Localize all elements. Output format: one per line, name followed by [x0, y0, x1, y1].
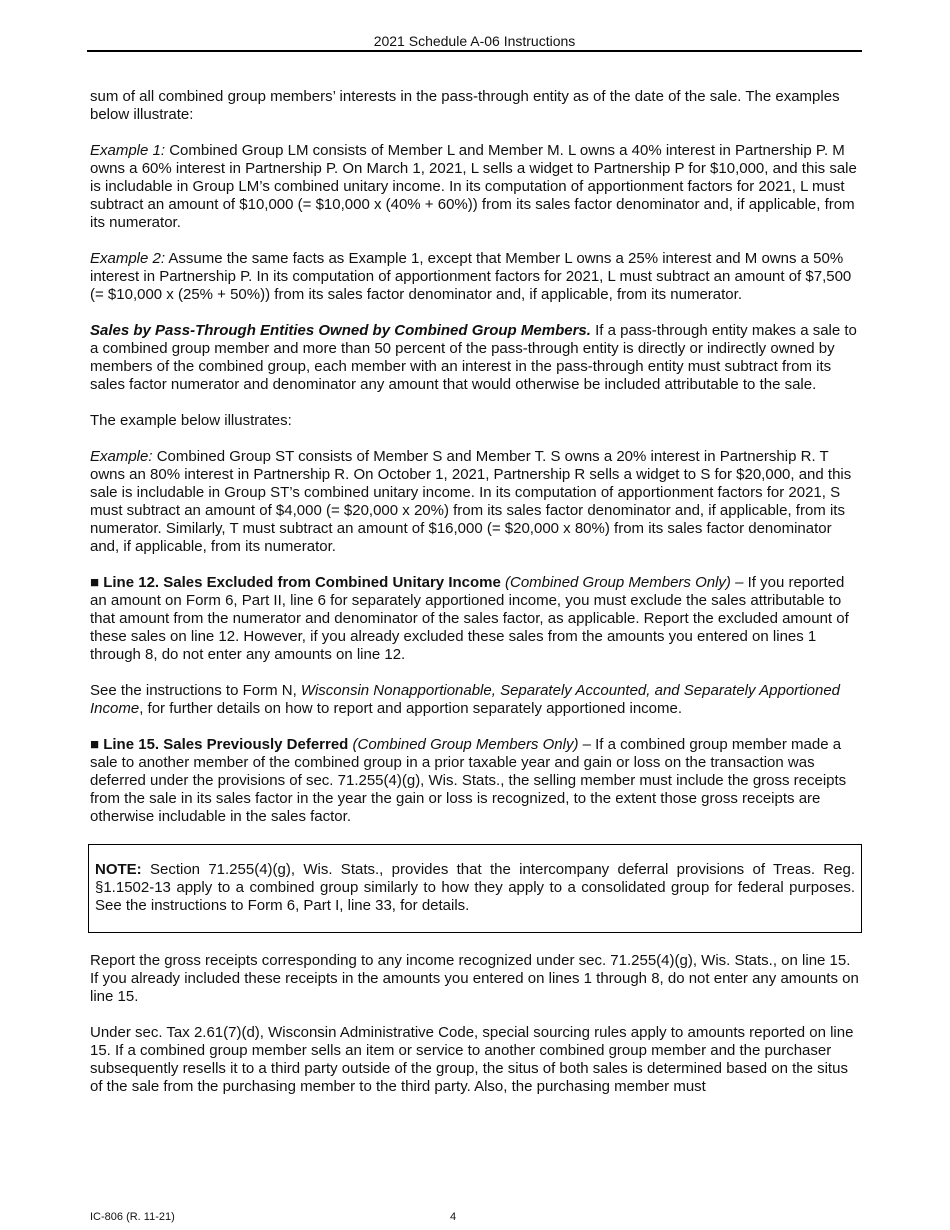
- line-15-qualifier: (Combined Group Members Only): [352, 736, 579, 753]
- line-15-heading: ■ Line 15. Sales Previously Deferred: [90, 736, 349, 753]
- page-header: [87, 32, 862, 52]
- report-text: Report the gross receipts corresponding to any income recognized under sec. 71.255(4)(g), Wis. Stats., on line 15. If you already included these receipts in the amounts you entered on lines 1 through 8, do not enter any amounts on line 15.: [90, 952, 859, 1005]
- line-15-text: – If a combined group member made a sale to another member of the combined group in a prior taxable year and gain or loss on the transaction was deferred under the provisions of sec. 71.255(4)(g), Wis. Stats., the selling member must include the gross receipts from the sale in its sales factor in the year the gain or loss is recognized, to the extent those gross receipts are otherwise includable in the sales factor.: [90, 736, 847, 825]
- header-title: 2021 Schedule A-06 Instructions: [373, 33, 576, 49]
- paragraph-line-15: [90, 736, 860, 826]
- paragraph-sales-pass-through: [90, 322, 860, 394]
- note-box: [88, 844, 862, 933]
- sales-pass-through-heading: Sales by Pass-Through Entities Owned by Combined Group Members.: [90, 322, 591, 339]
- form-n-title: Wisconsin Nonapportionable, Separately Accounted, and Separately Apportioned Income: [90, 682, 841, 717]
- note-paragraph: [95, 861, 855, 915]
- paragraph-example-1: [90, 142, 860, 232]
- paragraph-report: [90, 952, 860, 1006]
- paragraph-form-n: [90, 682, 860, 718]
- document-body: [90, 88, 860, 1114]
- line-12-qualifier: (Combined Group Members Only): [505, 574, 731, 591]
- line-12-heading: ■ Line 12. Sales Excluded from Combined Unitary Income: [90, 574, 501, 591]
- example-3-label: Example:: [90, 448, 153, 465]
- footer-form-id: IC-806 (R. 11-21): [90, 1211, 175, 1223]
- note-label: NOTE:: [95, 861, 142, 878]
- paragraph-example-2: [90, 250, 860, 304]
- example-1-label: Example 1:: [90, 142, 166, 159]
- under-sec-text: Under sec. Tax 2.61(7)(d), Wisconsin Administrative Code, special sourcing rules apply to amounts reported on line 15. If a combined group member sells an item or service to another combined group member and the purchaser subsequently resells it to a third party outside of the group, the situs of both sales is determined based on the situs of the sale from the purchasing member to the third party. Also, the purchasing member must: [90, 1024, 854, 1095]
- paragraph-example-3: [90, 448, 860, 556]
- footer-page-number: 4: [450, 1211, 457, 1223]
- example-1-text: Combined Group LM consists of Member L and Member M. L owns a 40% interest in Partnership P. M owns a 60% interest in Partnership P. On March 1, 2021, L sells a widget to Partnership P for $10,000, and this sale is includable in Group LM’s combined unitary income. In its computation of apportionment factors for 2021, L must subtract an amount of $10,000 (= $10,000 x (40% + 60%)) from its sales factor denominator and, if applicable, from its numerator.: [90, 142, 857, 231]
- form-n-pre: See the instructions to Form N,: [90, 682, 301, 699]
- intro-text: sum of all combined group members’ interests in the pass-through entity as of the date of the sale. The examples below illustrate:: [90, 88, 840, 123]
- example-2-text: Assume the same facts as Example 1, except that Member L owns a 25% interest and M owns a 50% interest in Partnership P. In its computation of apportionment factors for 2021, L must subtract an amount of $7,500 (= $10,000 x (25% + 50%)) from its sales factor denominator and, if applicable, from its numerator.: [90, 250, 852, 303]
- form-n-post: , for further details on how to report and apportion separately apportioned income.: [139, 700, 683, 717]
- paragraph-intro: [90, 88, 860, 124]
- example-3-text: Combined Group ST consists of Member S and Member T. S owns a 20% interest in Partnership R. T owns an 80% interest in Partnership R. On October 1, 2021, Partnership R sells a widget to S for $20,000, and this sale is includable in Group ST’s combined unitary income. In its computation of apportionment factors for 2021, S must subtract an amount of $4,000 (= $20,000 x 20%) from its sales factor denominator and, if applicable, from its numerator. Similarly, T must subtract an amount of $16,000 (= $20,000 x 80%) from its sales factor denominator and, if applicable, from its numerator.: [90, 448, 852, 555]
- line-12-text: – If you reported an amount on Form 6, Part II, line 6 for separately apportioned income, you must exclude the sales attributable to that amount from the numerator and denominator of the sales factor, as applicable. Report the excluded amount of these sales on line 12. However, if you already excluded these sales from the amounts you entered on lines 1 through 8, do not enter any amounts on line 12.: [90, 574, 849, 663]
- example-below-text: The example below illustrates:: [90, 412, 292, 429]
- paragraph-example-below: [90, 412, 860, 430]
- paragraph-under-sec: [90, 1024, 860, 1096]
- note-text: Section 71.255(4)(g), Wis. Stats., provides that the intercompany deferral provisions of Treas. Reg. §1.1502-13 apply to a combined group similarly to how they apply to a consolidated group for federal purposes. See the instructions to Form 6, Part I, line 33, for details.: [95, 861, 855, 914]
- sales-pass-through-text: If a pass-through entity makes a sale to a combined group member and more than 50 percent of the pass-through entity is directly or indirectly owned by members of the combined group, each member with an interest in the pass-through entity must subtract from its sales factor numerator and denominator any amount that would otherwise be included attributable to the sale.: [90, 322, 857, 393]
- paragraph-line-12: [90, 574, 860, 664]
- example-2-label: Example 2:: [90, 250, 166, 267]
